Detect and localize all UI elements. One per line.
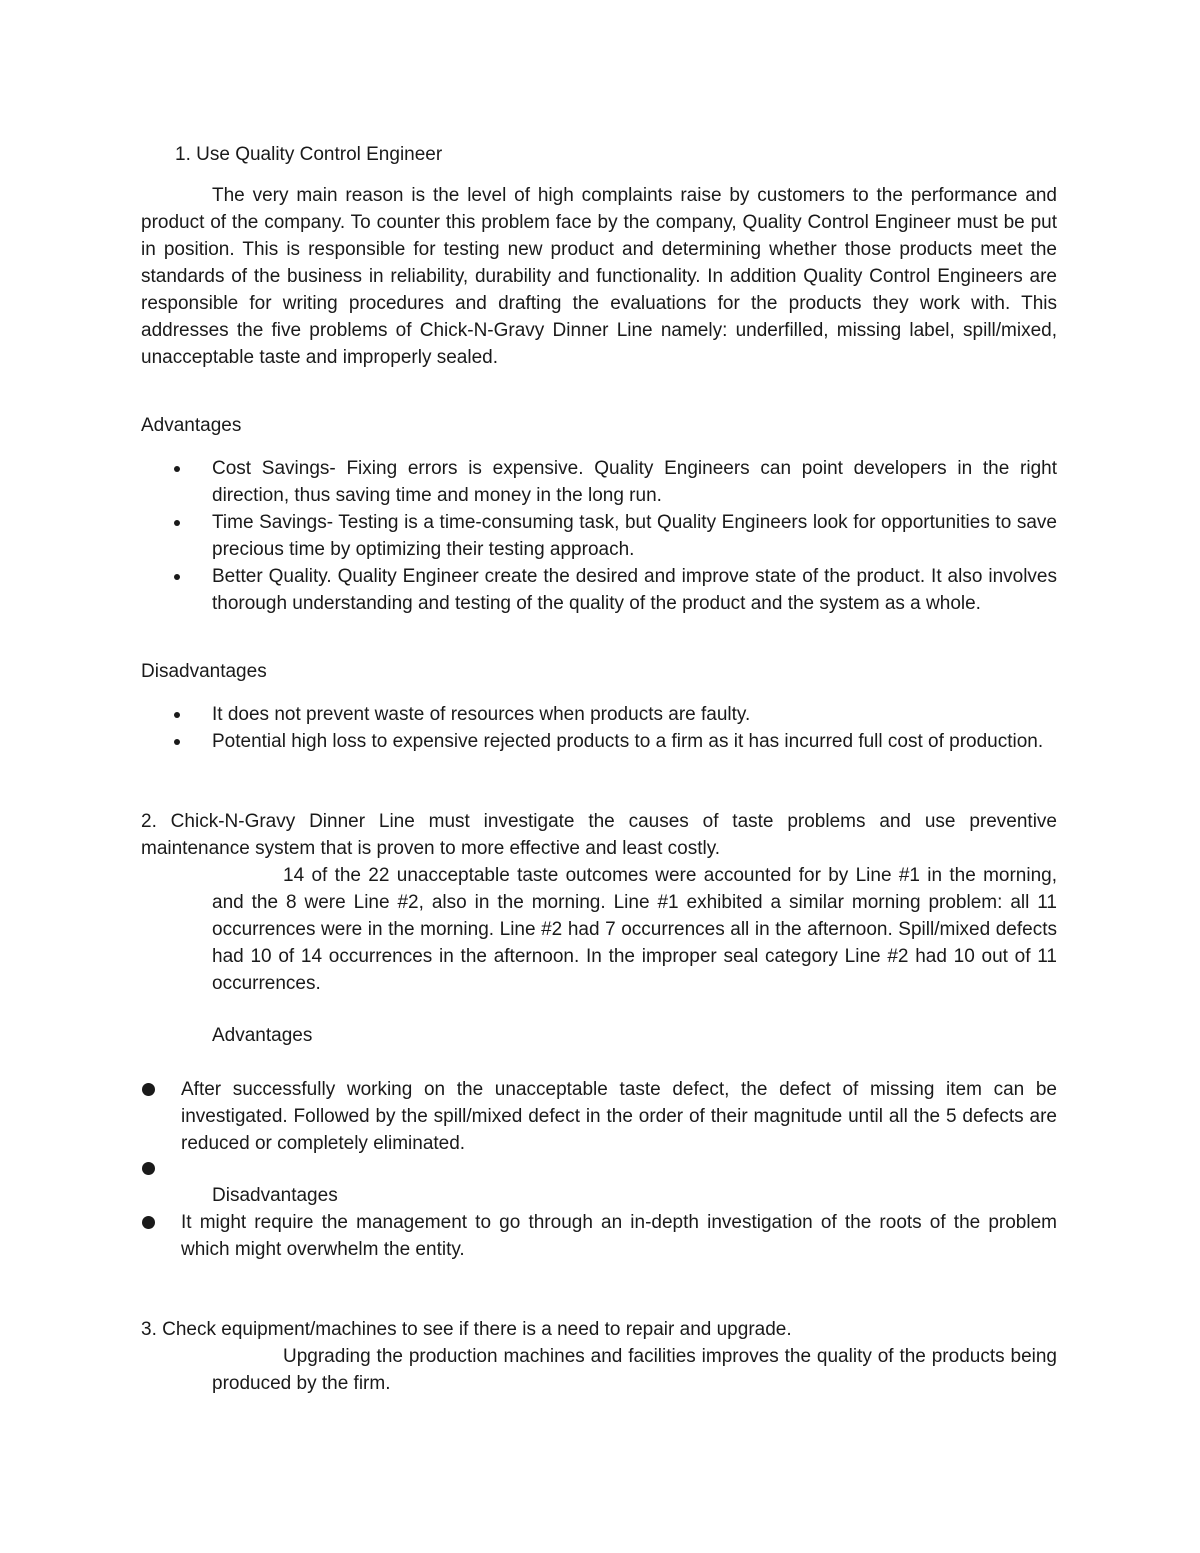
section1-disadvantages-list bbox=[141, 701, 1057, 755]
section3-heading: 3. Check equipment/machines to see if there is a need to repair and upgrade. bbox=[141, 1319, 792, 1340]
list-item: Potential high loss to expensive rejected products to a firm as it has incurred full cost of production. bbox=[141, 728, 1057, 755]
section1-disadvantages-label: Disadvantages bbox=[141, 661, 267, 682]
bullet-icon bbox=[174, 712, 180, 718]
empty-bullet-icon bbox=[142, 1162, 155, 1175]
list-item: Better Quality. Quality Engineer create the desired and improve state of the product. It also involves thorough understanding and testing of the quality of the product and the system as a whole. bbox=[141, 563, 1057, 617]
bullet-icon bbox=[174, 739, 180, 745]
section1-advantages-label: Advantages bbox=[141, 415, 242, 436]
list-item: Time Savings- Testing is a time-consuming task, but Quality Engineers look for opportunities to save precious time by optimizing their testing approach. bbox=[141, 509, 1057, 563]
bullet-icon bbox=[142, 1083, 155, 1096]
section3-paragraph: Upgrading the production machines and facilities improves the quality of the products being produced by the firm. bbox=[212, 1346, 1057, 1394]
bullet-icon bbox=[174, 520, 180, 526]
bullet-icon bbox=[142, 1216, 155, 1229]
section2-advantages-label: Advantages bbox=[212, 1025, 313, 1046]
list-item: Cost Savings- Fixing errors is expensive. Quality Engineers can point developers in the right direction, thus saving time and money in the long run. bbox=[141, 455, 1057, 509]
section2-paragraph: 14 of the 22 unacceptable taste outcomes were accounted for by Line #1 in the morning, and the 8 were Line #2, also in the morning. Line #1 exhibited a similar morning problem: all 11 occurrences were in the morning. Line #2 had 7 occurrences all in the afternoon. Spill/mixed defects had 10 of 14 occurrences in the afternoon. In the improper seal category Line #2 had 10 out of 11 occurrences. bbox=[212, 865, 1057, 994]
bullet-icon bbox=[174, 466, 180, 472]
section1-advantages-list bbox=[141, 455, 1057, 617]
section1-paragraph: The very main reason is the level of high complaints raise by customers to the performance and product of the company. To counter this problem face by the company, Quality Control Engineer must be put in position. This is responsible for testing new product and determining whether those products meet the standards of the business in reliability, durability and functionality. In addition Quality Control Engineers are responsible for writing procedures and drafting the evaluations for the products they work with. This addresses the five problems of Chick-N-Gravy Dinner Line namely: underfilled, missing label, spill/mixed, unacceptable taste and improperly sealed. bbox=[141, 185, 1057, 368]
list-item: After successfully working on the unacceptable taste defect, the defect of missing item can be investigated. Followed by the spill/mixed defect in the order of their magnitude until all the 5 defects are reduced or completely eliminated. bbox=[141, 1076, 1057, 1157]
list-item: It does not prevent waste of resources when products are faulty. bbox=[141, 701, 1057, 728]
section2-advantages-list bbox=[141, 1076, 1057, 1157]
section2-heading: 2. Chick-N-Gravy Dinner Line must investigate the causes of taste problems and use preventive maintenance system that is proven to more effective and least costly. bbox=[141, 811, 1057, 859]
section1-heading: 1. Use Quality Control Engineer bbox=[175, 144, 443, 165]
list-item: It might require the management to go through an in-depth investigation of the roots of the problem which might overwhelm the entity. bbox=[141, 1209, 1057, 1263]
section2-disadvantages-list bbox=[141, 1209, 1057, 1263]
bullet-icon bbox=[174, 574, 180, 580]
section2-disadvantages-label: Disadvantages bbox=[212, 1185, 338, 1206]
